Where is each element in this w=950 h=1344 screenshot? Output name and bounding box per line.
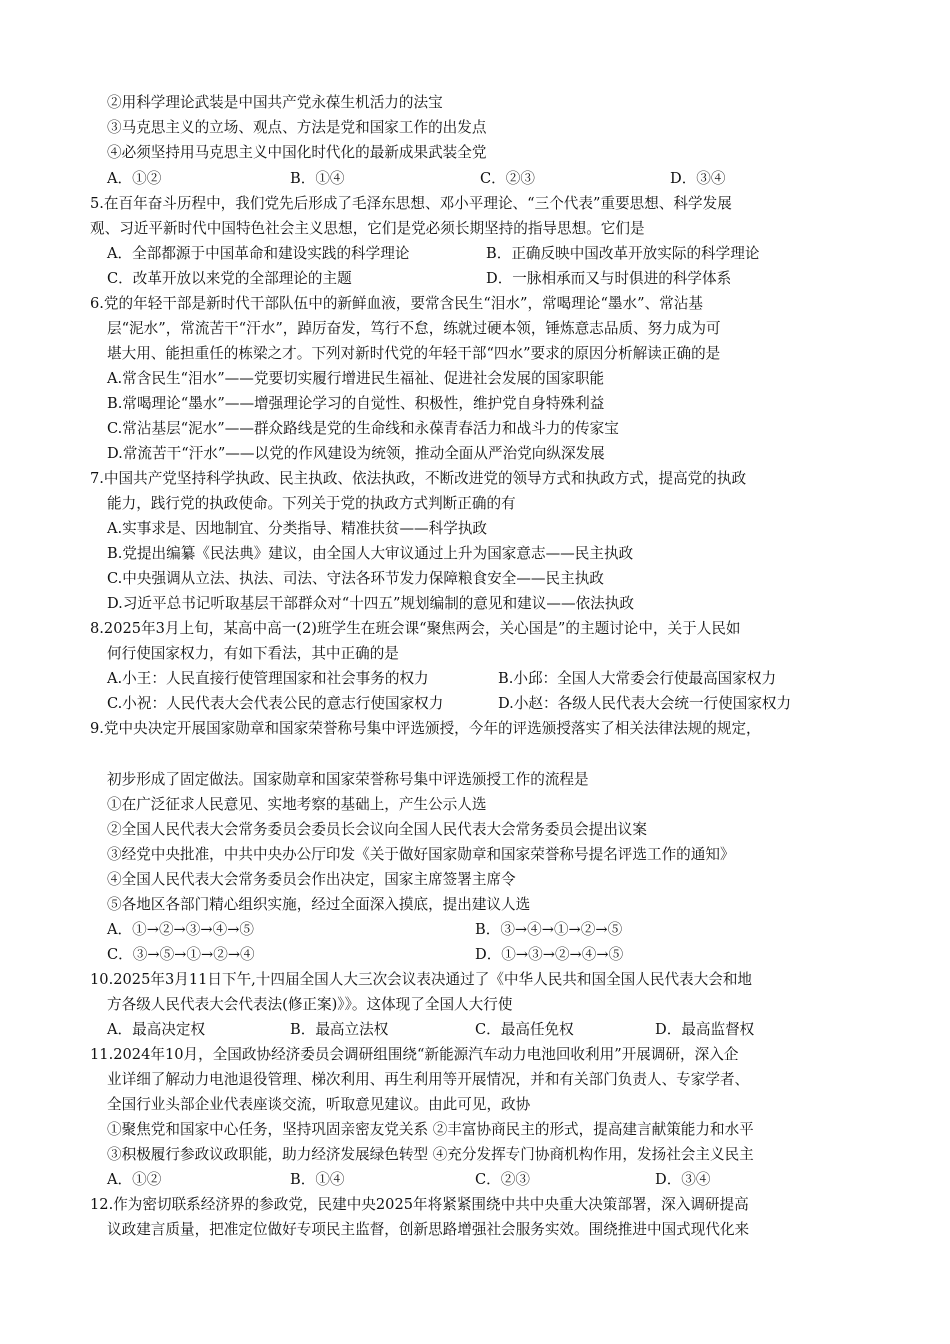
q12-stem-line-1: 12.作为密切联系经济界的参政党，民建中央2025年将紧紧围绕中共中央重大决策部署，深入调研提高 (90, 1196, 749, 1213)
q4-item-2: ②用科学理论武装是中国共产党永葆生机活力的法宝 (107, 94, 443, 111)
q4-option-b: B．①④ (290, 170, 345, 187)
q8-option-c: C.小祝：人民代表大会代表公民的意志行使国家权力 (107, 695, 444, 712)
q10-option-a: A．最高决定权 (107, 1021, 206, 1038)
q5-option-b: B．正确反映中国改革开放实际的科学理论 (486, 245, 760, 262)
q11-option-a: A．①② (107, 1171, 162, 1188)
q10-option-b: B．最高立法权 (290, 1021, 389, 1038)
q9-option-c: C．③→⑤→①→②→④ (107, 946, 255, 963)
q6-option-d: D.常流苦干“汗水”——以党的作风建设为统领，推动全面从严治党向纵深发展 (107, 445, 605, 462)
q4-option-a: A．①② (107, 170, 162, 187)
q11-option-b: B．①④ (290, 1171, 345, 1188)
q7-option-a: A.实事求是、因地制宜、分类指导、精准扶贫——科学执政 (107, 520, 488, 537)
q9-stem-line-1: 9.党中央决定开展国家勋章和国家荣誉称号集中评选颁授，今年的评选颁授落实了相关法律法规的规定， (90, 720, 761, 737)
q8-stem-line-1: 8.2025年3月上旬，某高中高一(2)班学生在班会课“聚焦两会，关心国是”的主题讨论中，关于人民如 (90, 620, 741, 637)
q10-stem-line-2: 方各级人民代表大会代表法(修正案)》》。这体现了全国人大行使 (107, 996, 513, 1013)
q11-stem-line-3: 全国行业头部企业代表座谈交流，听取意见建议。由此可见，政协 (107, 1096, 531, 1113)
q12-stem-line-2: 议政建言质量，把准定位做好专项民主监督，创新思路增强社会服务实效。围绕推进中国式现代化来 (107, 1221, 750, 1238)
q10-option-c: C．最高任免权 (475, 1021, 574, 1038)
q4-item-3: ③马克思主义的立场、观点、方法是党和国家工作的出发点 (107, 119, 487, 136)
q9-item-5: ⑤各地区各部门精心组织实施，经过全面深入摸底，提出建议人选 (107, 896, 531, 913)
q10-option-d: D．最高监督权 (655, 1021, 755, 1038)
q8-option-a: A.小王：人民直接行使管理国家和社会事务的权力 (107, 670, 429, 687)
q8-option-d: D.小赵：各级人民代表大会统一行使国家权力 (498, 695, 792, 712)
q11-stem-line-1: 11.2024年10月，全国政协经济委员会调研组围绕“新能源汽车动力电池回收利用”开展调研，深入企 (90, 1046, 739, 1063)
q11-items-line-1: ①聚焦党和国家中心任务，坚持巩固亲密友党关系 ②丰富协商民主的形式，提高建言献策能力和水平 (107, 1121, 754, 1138)
q5-option-a: A．全部都源于中国革命和建设实践的科学理论 (107, 245, 410, 262)
q11-items-line-2: ③积极履行参政议政职能，助力经济发展绿色转型 ④充分发挥专门协商机构作用，发扬社会主义民主 (107, 1146, 754, 1163)
q9-item-1: ①在广泛征求人民意见、实地考察的基础上，产生公示人选 (107, 796, 487, 813)
q9-option-a: A．①→②→③→④→⑤ (107, 921, 255, 938)
q8-option-b: B.小邱：全国人大常委会行使最高国家权力 (498, 670, 777, 687)
q6-stem-line-1: 6.党的年轻干部是新时代干部队伍中的新鲜血液，要常含民生“泪水”，常喝理论“墨水”、常沾基 (90, 295, 703, 312)
q7-stem-line-1: 7.中国共产党坚持科学执政、民主执政、依法执政，不断改进党的领导方式和执政方式，提高党的执政 (90, 470, 747, 487)
q5-option-d: D．一脉相承而又与时俱进的科学体系 (486, 270, 732, 287)
q11-stem-line-2: 业详细了解动力电池退役管理、梯次利用、再生利用等开展情况，并和有关部门负责人、专家学者、 (107, 1071, 750, 1088)
q6-stem-line-2: 层“泥水”，常流苦干“汗水”，踔厉奋发，笃行不怠，练就过硬本领，锤炼意志品质、努力成为可 (107, 320, 721, 337)
q8-stem-line-2: 何行使国家权力，有如下看法，其中正确的是 (107, 645, 399, 662)
q7-option-c: C.中央强调从立法、执法、司法、守法各环节发力保障粮食安全——民主执政 (107, 570, 604, 587)
q5-option-c: C．改革开放以来党的全部理论的主题 (107, 270, 352, 287)
q5-stem-line-2: 观、习近平新时代中国特色社会主义思想，它们是党必须长期坚持的指导思想。它们是 (90, 220, 645, 237)
q6-option-c: C.常沾基层“泥水”——群众路线是党的生命线和永葆青春活力和战斗力的传家宝 (107, 420, 619, 437)
q5-stem-line-1: 5.在百年奋斗历程中，我们党先后形成了毛泽东思想、邓小平理论、“三个代表”重要思想、科学发展 (90, 195, 732, 212)
q7-stem-line-2: 能力，践行党的执政使命。下列关于党的执政方式判断正确的有 (107, 495, 516, 512)
q9-item-3: ③经党中央批准，中共中央办公厅印发《关于做好国家勋章和国家荣誉称号提名评选工作的通知》 (107, 846, 735, 863)
q7-option-d: D.习近平总书记听取基层干部群众对“十四五”规划编制的意见和建议——依法执政 (107, 595, 634, 612)
q6-stem-line-3: 堪大用、能担重任的栋梁之才。下列对新时代党的年轻干部“四水”要求的原因分析解读正确的是 (107, 345, 721, 362)
q6-option-a: A.常含民生“泪水”——党要切实履行增进民生福祉、促进社会发展的国家职能 (107, 370, 605, 387)
q9-option-b: B．③→④→①→②→⑤ (475, 921, 623, 938)
q9-item-4: ④全国人民代表大会常务委员会作出决定，国家主席签署主席令 (107, 871, 516, 888)
q9-item-2: ②全国人民代表大会常务委员会委员长会议向全国人民代表大会常务委员会提出议案 (107, 821, 647, 838)
q4-option-d: D．③④ (670, 170, 726, 187)
q10-stem-line-1: 10.2025年3月11日下午,十四届全国人大三次会议表决通过了《中华人民共和国全国人民代表大会和地 (90, 971, 753, 988)
q9-stem-line-2: 初步形成了固定做法。国家勋章和国家荣誉称号集中评选颁授工作的流程是 (107, 771, 589, 788)
q6-option-b: B.常喝理论“墨水”——增强理论学习的自觉性、积极性，维护党自身特殊利益 (107, 395, 605, 412)
q4-option-c: C．②③ (480, 170, 535, 187)
q7-option-b: B.党提出编纂《民法典》建议，由全国人大审议通过上升为国家意志——民主执政 (107, 545, 634, 562)
q11-option-c: C．②③ (475, 1171, 530, 1188)
q4-item-4: ④必须坚持用马克思主义中国化时代化的最新成果武装全党 (107, 144, 487, 161)
q9-option-d: D．①→③→②→④→⑤ (475, 946, 624, 963)
q11-option-d: D．③④ (655, 1171, 711, 1188)
